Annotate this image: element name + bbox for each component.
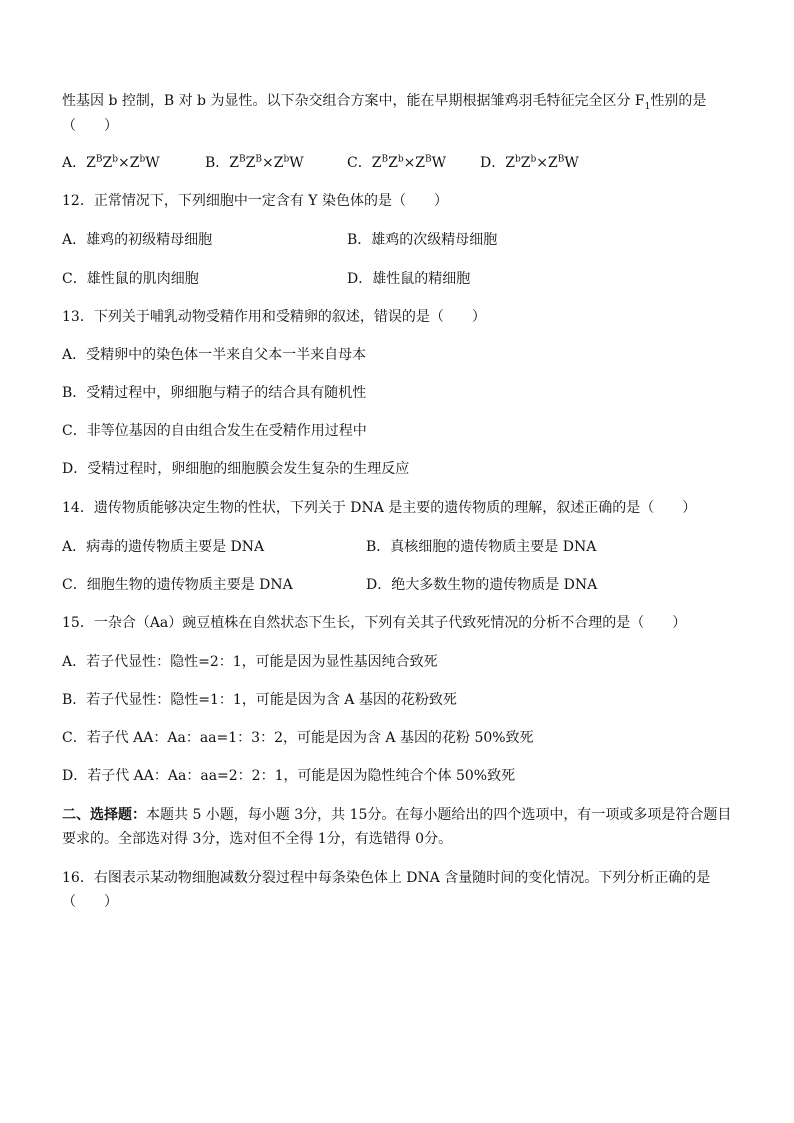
section2-instructions-line2: 要求的。全部选对得 3分，选对但不全得 1分，有选错得 0分。 [62,831,453,847]
q12-stem: 12．正常情况下，下列细胞中一定含有 Y 染色体的是（ ） [62,193,448,209]
q11-option-c: C．$Z^BZ^b\times Z^BW$ [347,154,447,171]
q15-option-c: C．若子代 AA：Aa：aa=1：3：2，可能是因为含 A 基因的花粉 50%致死 [62,730,534,746]
q12-option-b: B．雄鸡的次级精母细胞 [347,232,498,248]
q14-option-c: C．细胞生物的遗传物质主要是 DNA [62,577,293,593]
q13-option-c: C．非等位基因的自由组合发生在受精作用过程中 [62,423,367,439]
q14-option-d: D．绝大多数生物的遗传物质是 DNA [366,577,598,593]
q15-option-a: A．若子代显性：隐性=2：1，可能是因为显性基因纯合致死 [62,654,438,670]
q11-option-d: D．$Z^bZ^b\times Z^BW$ [480,154,579,171]
q11-stem-subscript: 1 [644,101,651,112]
q15-option-d: D．若子代 AA：Aa：aa=2：2：1，可能是因为隐性纯合个体 50%致死 [62,768,516,784]
q11-stem-text-end: 性别的是 [650,93,707,109]
q14-stem: 14．遗传物质能够决定生物的性状，下列关于 DNA 是主要的遗传物质的理解，叙述正确的是（ ） [62,500,697,516]
section2-text: 本题共 5 小题，每小题 3分，共 15分。在每小题给出的四个选项中，有一项或多项是符合题目 [146,807,732,823]
q11-option-a: A．$Z^BZ^b\times Z^bW$ [62,154,160,171]
q16-answer-paren: （ ） [62,894,118,910]
q12-option-a: A．雄鸡的初级精母细胞 [62,232,213,248]
q12-option-d: D．雄性鼠的精细胞 [347,271,471,287]
section2-heading: 二、选择题： [62,807,146,823]
q13-option-d: D．受精过程时，卵细胞的细胞膜会发生复杂的生理反应 [62,461,410,477]
q11-option-b: B．$Z^BZ^B\times Z^bW$ [205,154,304,171]
q14-option-b: B．真核细胞的遗传物质主要是 DNA [366,539,597,555]
q15-stem: 15．一杂合（Aa）豌豆植株在自然状态下生长，下列有关其子代致死情况的分析不合理的是（ ） [62,615,687,631]
section2-instructions-line1 [62,806,731,824]
q13-option-a: A．受精卵中的染色体一半来自父本一半来自母本 [62,347,367,363]
q11-stem-line [62,92,706,110]
q14-option-a: A．病毒的遗传物质主要是 DNA [62,539,265,555]
q11-answer-paren: （ ） [62,118,118,134]
q15-option-b: B．若子代显性：隐性=1：1，可能是因为含 A 基因的花粉致死 [62,692,457,708]
q13-option-b: B．受精过程中，卵细胞与精子的结合具有随机性 [62,385,367,401]
q16-stem: 16．右图表示某动物细胞减数分裂过程中每条染色体上 DNA 含量随时间的变化情况。下列分析正确的是 [62,870,711,886]
q11-stem-text: 性基因 b 控制，B 对 b 为显性。以下杂交组合方案中，能在早期根据雏鸡羽毛特征完全区分 F [62,93,645,109]
q13-stem: 13．下列关于哺乳动物受精作用和受精卵的叙述，错误的是（ ） [62,309,486,325]
q12-option-c: C．雄性鼠的肌肉细胞 [62,271,199,287]
